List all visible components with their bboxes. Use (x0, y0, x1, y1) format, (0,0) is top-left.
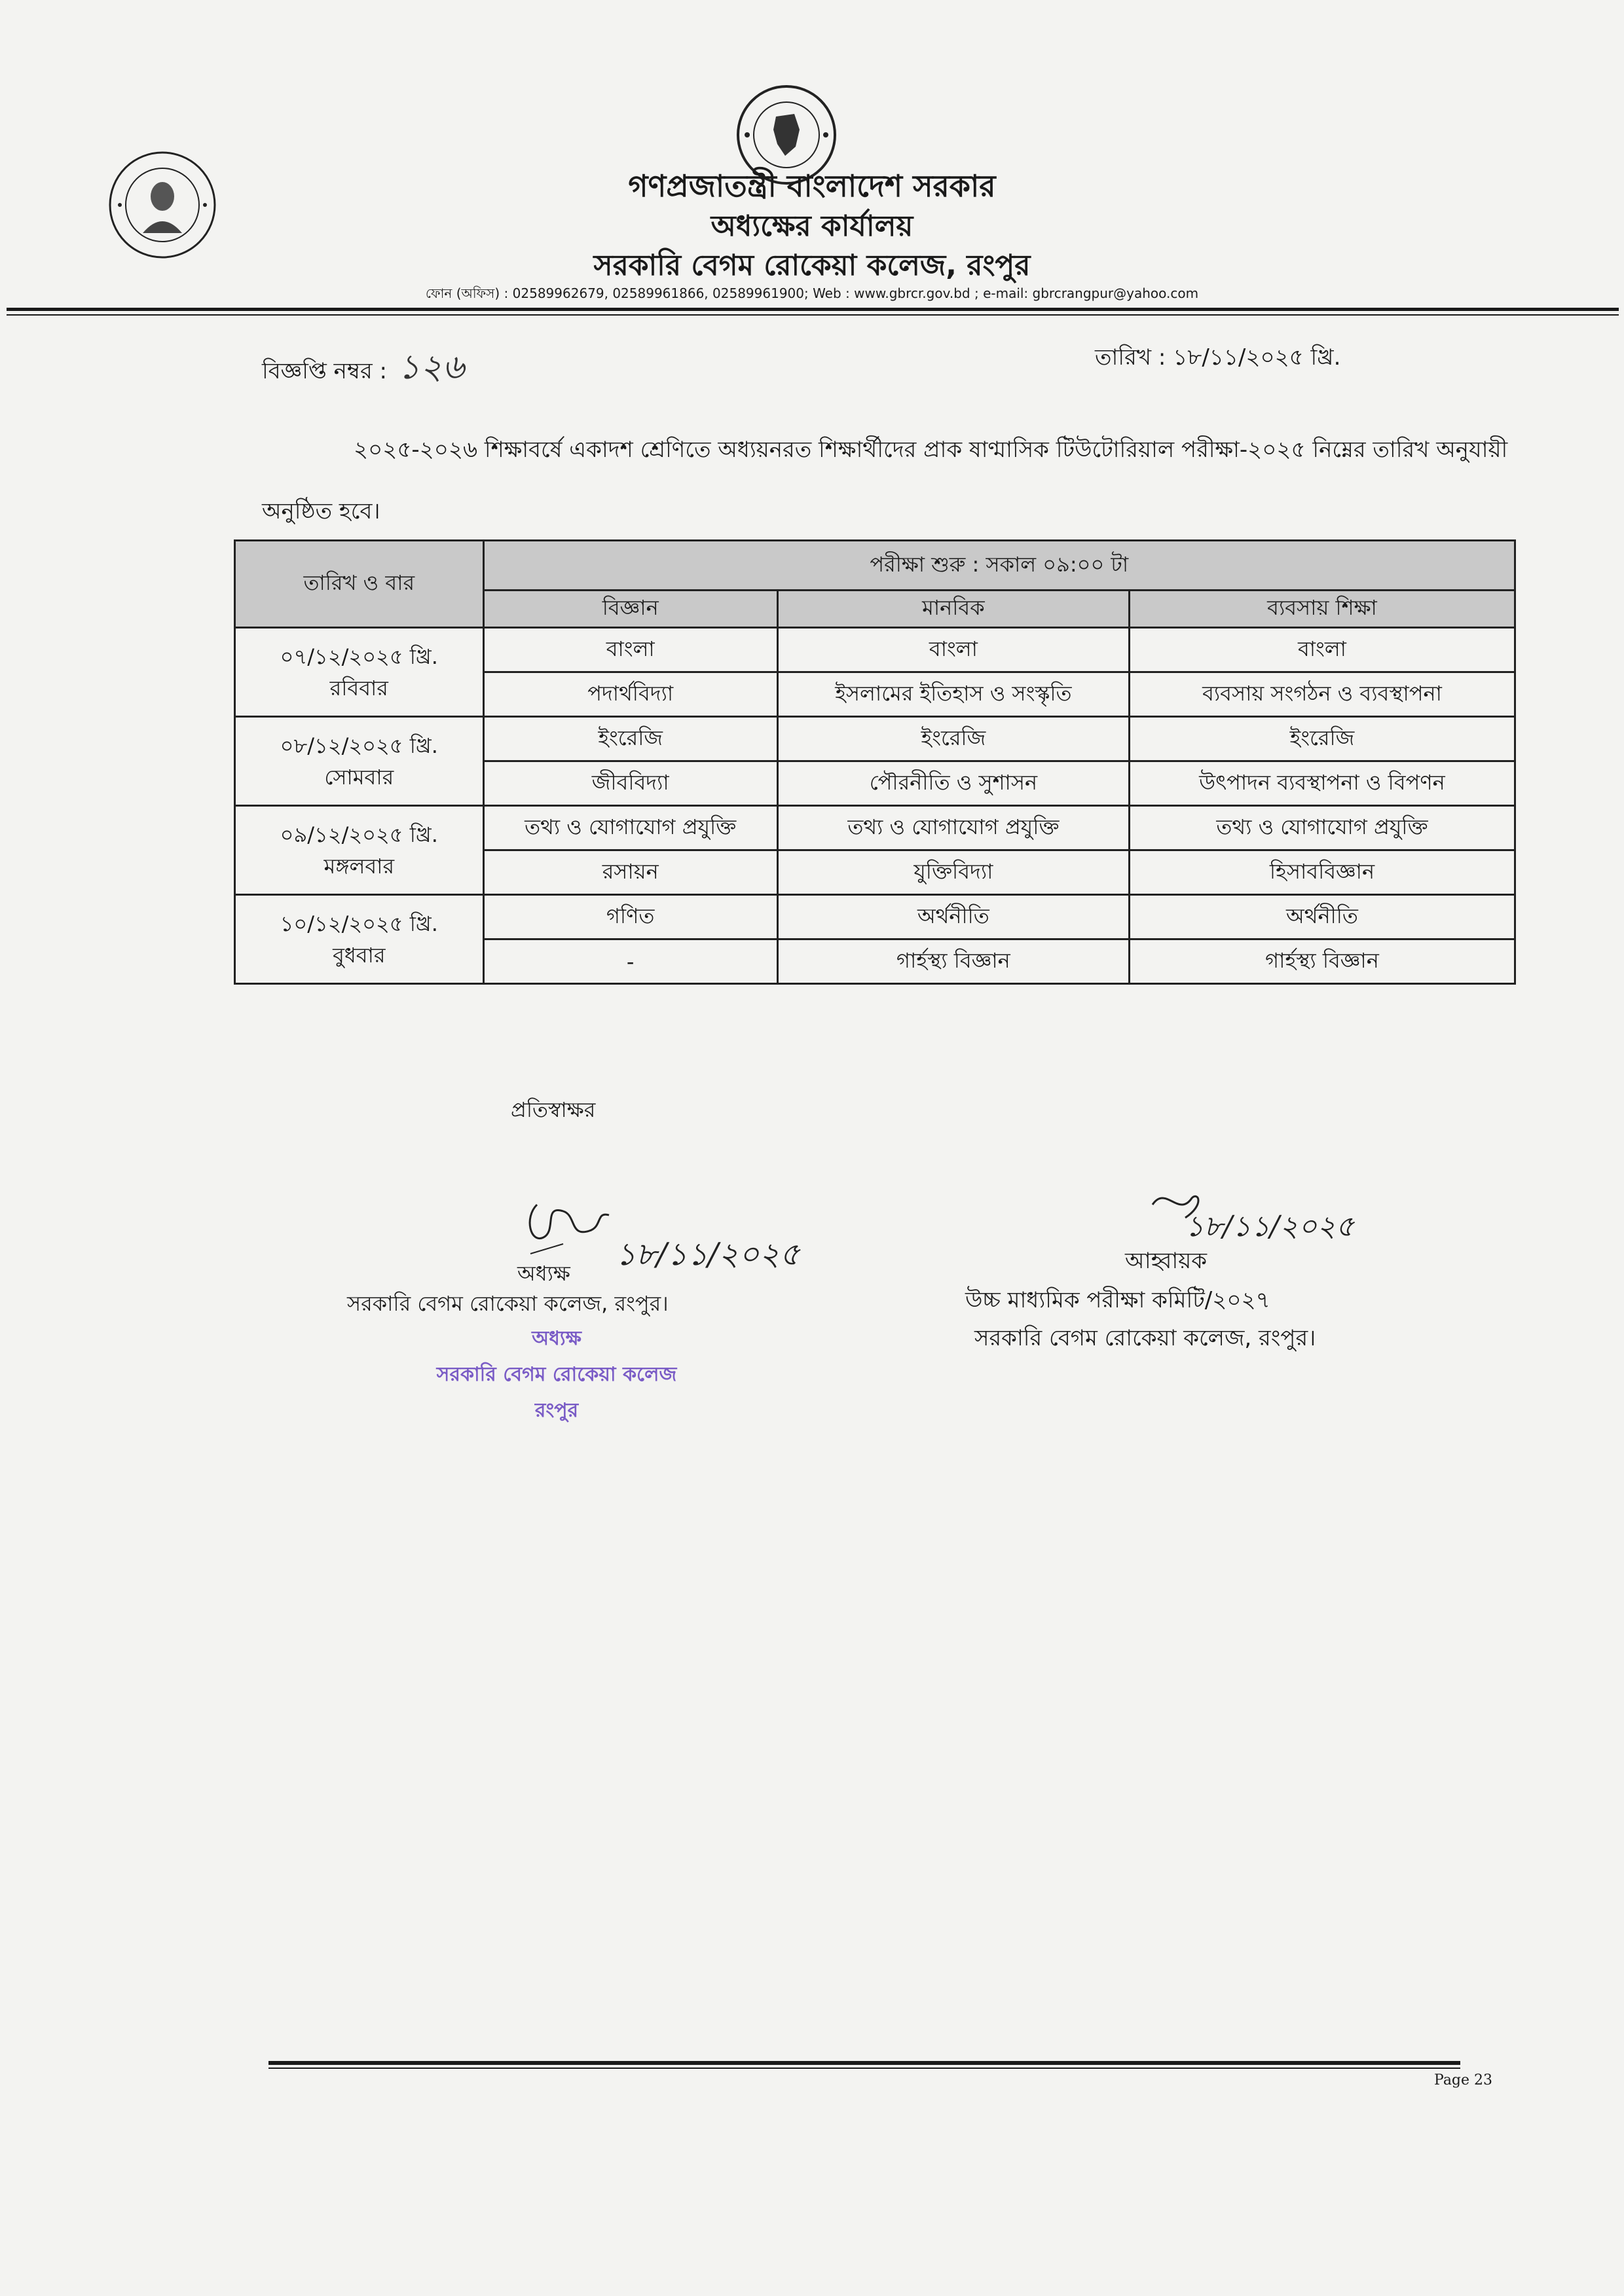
college-title: সরকারি বেগম রোকেয়া কলেজ, রংপুর (593, 249, 1031, 282)
subject-cell: তথ্য ও যোগাযোগ প্রযুক্তি (483, 806, 777, 850)
subject-cell: তথ্য ও যোগাযোগ প্রযুক্তি (1129, 806, 1515, 850)
subject-cell: গণিত (483, 895, 777, 939)
group-header-humanities: মানবিক (777, 591, 1129, 628)
subject-cell: অর্থনীতি (1129, 895, 1515, 939)
date-cell (235, 717, 484, 806)
table-row (235, 628, 1515, 672)
subject-cell: বাংলা (1129, 628, 1515, 672)
subject-cell: ইংরেজি (483, 717, 777, 761)
memo-number (262, 340, 464, 397)
exam-weekday: বুধবার (333, 942, 386, 968)
exam-date: ১০/১২/২০২৫ খ্রি. (280, 911, 438, 936)
subject-cell: গার্হস্থ্য বিজ্ঞান (777, 939, 1129, 984)
exam-schedule-table (234, 539, 1516, 985)
subject-cell: উৎপাদন ব্যবস্থাপনা ও বিপণন (1129, 761, 1515, 806)
convener-title: আহ্বায়ক (1125, 1248, 1208, 1274)
contact-line: ফোন (অফিস) : 02589962679, 02589961866, 02589961900; Web : www.gbrcr.gov.bd ; e-mail: gbrcrangpur@yahoo.com (425, 285, 1199, 301)
header-divider-thin (7, 314, 1619, 316)
subject-cell: পৌরনীতি ও সুশাসন (777, 761, 1129, 806)
subject-cell: রসায়ন (483, 850, 777, 895)
principal-title: অধ্যক্ষ (517, 1261, 570, 1286)
principal-stamp (393, 1322, 720, 1428)
exam-time-header: পরীক্ষা শুরু : সকাল ০৯:০০ টা (483, 541, 1515, 591)
notice-date: তারিখ : ১৮/১১/২০২৫ খ্রি. (1095, 344, 1341, 371)
subject-cell: ইসলামের ইতিহাস ও সংস্কৃতি (777, 672, 1129, 717)
convener-signature-date: ১৮/১১/২০২৫ (1185, 1210, 1355, 1243)
date-cell (235, 628, 484, 717)
subject-cell: পদার্থবিদ্যা (483, 672, 777, 717)
notice-paragraph: ২০২৫-২০২৬ শিক্ষাবর্ষে একাদশ শ্রেণিতে অধ্যয়নরত শিক্ষার্থীদের প্রাক ষাণ্মাসিক টিউটোরিয়াল পরীক্ষা-২০২৫ নিম্নের তারিখ অনুযায়ী অনুষ্ঠিত হবে। (262, 437, 1508, 524)
exam-weekday: মঙ্গলবার (323, 853, 395, 879)
subject-cell: বাংলা (483, 628, 777, 672)
table-row (235, 717, 1515, 761)
date-cell (235, 895, 484, 984)
subject-cell: হিসাববিজ্ঞান (1129, 850, 1515, 895)
exam-date: ০৭/১২/২০২৫ খ্রি. (280, 644, 438, 669)
header-divider (7, 308, 1619, 311)
subject-cell: ব্যবসায় সংগঠন ও ব্যবস্থাপনা (1129, 672, 1515, 717)
date-header: তারিখ ও বার (235, 541, 484, 628)
countersign-label: প্রতিস্বাক্ষর (511, 1097, 596, 1122)
footer-divider (268, 2061, 1460, 2065)
memo-label: বিজ্ঞপ্তি নম্বর : (262, 358, 387, 384)
exam-date: ০৮/১২/২০২৫ খ্রি. (280, 733, 438, 758)
principal-signature-date: ১৮/১১/২০২৫ (616, 1236, 800, 1273)
table-row (235, 806, 1515, 850)
group-header-business: ব্যবসায় শিক্ষা (1129, 591, 1515, 628)
office-title: অধ্যক্ষের কার্যালয় (710, 210, 913, 243)
exam-weekday: সোমবার (324, 764, 394, 790)
exam-weekday: রবিবার (329, 675, 388, 701)
subject-cell: অর্থনীতি (777, 895, 1129, 939)
stamp-city: রংপুর (534, 1399, 579, 1422)
subject-cell: ইংরেজি (777, 717, 1129, 761)
convener-signature (1146, 1178, 1362, 1250)
exam-date: ০৯/১২/২০২৫ খ্রি. (280, 822, 438, 847)
exam-committee: উচ্চ মাধ্যমিক পরীক্ষা কমিটি/২০২৭ (965, 1287, 1270, 1313)
stamp-title: অধ্যক্ষ (532, 1327, 581, 1350)
subject-cell: - (483, 939, 777, 984)
convener-college: সরকারি বেগম রোকেয়া কলেজ, রংপুর। (974, 1325, 1316, 1351)
table-row (235, 895, 1515, 939)
principal-college: সরকারি বেগম রোকেয়া কলেজ, রংপুর। (347, 1291, 669, 1316)
subject-cell: যুক্তিবিদ্যা (777, 850, 1129, 895)
subject-cell: বাংলা (777, 628, 1129, 672)
subject-cell: ইংরেজি (1129, 717, 1515, 761)
subject-cell: জীববিদ্যা (483, 761, 777, 806)
memo-number-handwritten: ১২৬ (397, 348, 465, 387)
footer-divider-thin (268, 2068, 1460, 2069)
stamp-college: সরকারি বেগম রোকেয়া কলেজ (436, 1363, 677, 1386)
group-header-science: বিজ্ঞান (483, 591, 777, 628)
subject-cell: গার্হস্থ্য বিজ্ঞান (1129, 939, 1515, 984)
government-title: গণপ্রজাতন্ত্রী বাংলাদেশ সরকার (628, 168, 996, 204)
subject-cell: তথ্য ও যোগাযোগ প্রযুক্তি (777, 806, 1129, 850)
page-number: Page 23 (1434, 2072, 1493, 2088)
date-cell (235, 806, 484, 895)
